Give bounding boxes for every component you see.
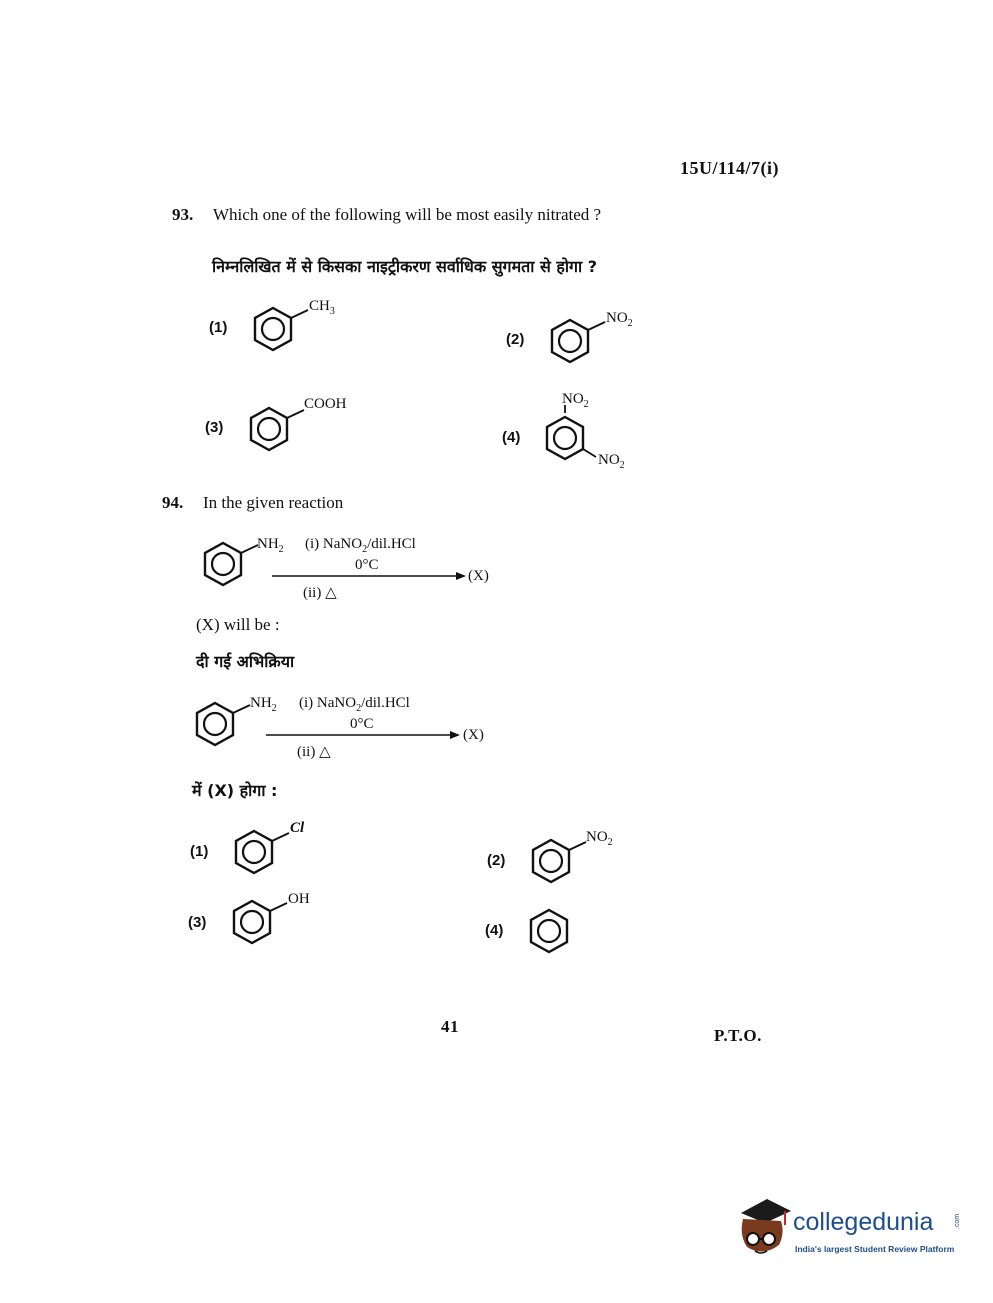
q93-option-2-structure bbox=[545, 312, 665, 382]
q93-option-4-substituent-side: $NO_2$ bbox=[598, 452, 625, 471]
q94-question-en: In the given reaction bbox=[203, 493, 344, 512]
page-number: 41 bbox=[441, 1017, 459, 1036]
q94-option-1-label: (1) bbox=[190, 843, 209, 860]
q93-option-2-label: (2) bbox=[506, 331, 525, 348]
q93-option-3-substituent: COOH bbox=[304, 396, 347, 412]
q93-option-2-substituent: $NO_2$ bbox=[606, 310, 633, 329]
q94-reaction-hi-reagent1: (i) NaNO$_2$/dil.HCl bbox=[299, 695, 410, 714]
pto-marker: P.T.O. bbox=[714, 1026, 762, 1045]
paper-code: 15U/114/7(i) bbox=[680, 158, 779, 178]
q93-option-4-structure bbox=[540, 405, 660, 485]
q94-reaction-hi-temp: 0°C bbox=[350, 716, 374, 732]
q94-option-3-label: (3) bbox=[188, 914, 207, 931]
watermark-suffix: .com bbox=[954, 1213, 962, 1230]
q94-will-be-en: (X) will be : bbox=[196, 615, 280, 634]
q93-option-1-label: (1) bbox=[209, 319, 228, 336]
q94-reaction-en-temp: 0°C bbox=[355, 557, 379, 573]
q93-option-4-substituent-top: $NO_2$ bbox=[562, 391, 589, 410]
q94-will-be-hi: में (X) होगा : bbox=[192, 781, 278, 800]
q94-option-4-structure bbox=[524, 902, 584, 962]
q94-option-2-substituent: $NO_2$ bbox=[586, 829, 613, 848]
q94-reaction-en-arrow bbox=[270, 570, 470, 584]
q94-reaction-en-product: (X) bbox=[468, 568, 489, 584]
q94-reaction-hi-reagent2: (ii) △ bbox=[297, 744, 331, 760]
q94-question-hi: दी गई अभिक्रिया bbox=[196, 652, 295, 671]
q94-reaction-hi-arrow bbox=[264, 729, 464, 743]
q93-option-4-label: (4) bbox=[502, 429, 521, 446]
q93-question-en: Which one of the following will be most easily nitrated ? bbox=[213, 205, 602, 224]
q94-reaction-hi-amine: $NH_2$ bbox=[250, 695, 277, 714]
q94-option-2-label: (2) bbox=[487, 852, 506, 869]
q94-reaction-en-reagent1: (i) NaNO$_2$/dil.HCl bbox=[305, 536, 416, 555]
watermark-tagline: India's largest Student Review Platform bbox=[795, 1244, 955, 1254]
q93-question-hi: निम्नलिखित में से किसका नाइट्रीकरण सर्वाधिक सुगमता से होगा ? bbox=[212, 257, 597, 276]
q93-option-1-structure bbox=[248, 300, 368, 370]
q93-number: 93. bbox=[172, 205, 194, 224]
q94-reaction-en-reagent2: (ii) △ bbox=[303, 585, 337, 601]
q94-number: 94. bbox=[162, 493, 184, 512]
watermark-brand: collegedunia bbox=[793, 1208, 934, 1236]
q93-option-3-label: (3) bbox=[205, 419, 224, 436]
q94-option-4-label: (4) bbox=[485, 922, 504, 939]
q94-reaction-en-amine: $NH_2$ bbox=[257, 536, 284, 555]
q94-option-3-substituent: OH bbox=[288, 891, 310, 907]
collegedunia-mascot-icon bbox=[733, 1195, 793, 1265]
q94-reaction-hi-product: (X) bbox=[463, 727, 484, 743]
q94-option-1-substituent: Cl bbox=[290, 820, 305, 836]
q93-option-1-substituent: $CH_3$ bbox=[309, 298, 335, 317]
